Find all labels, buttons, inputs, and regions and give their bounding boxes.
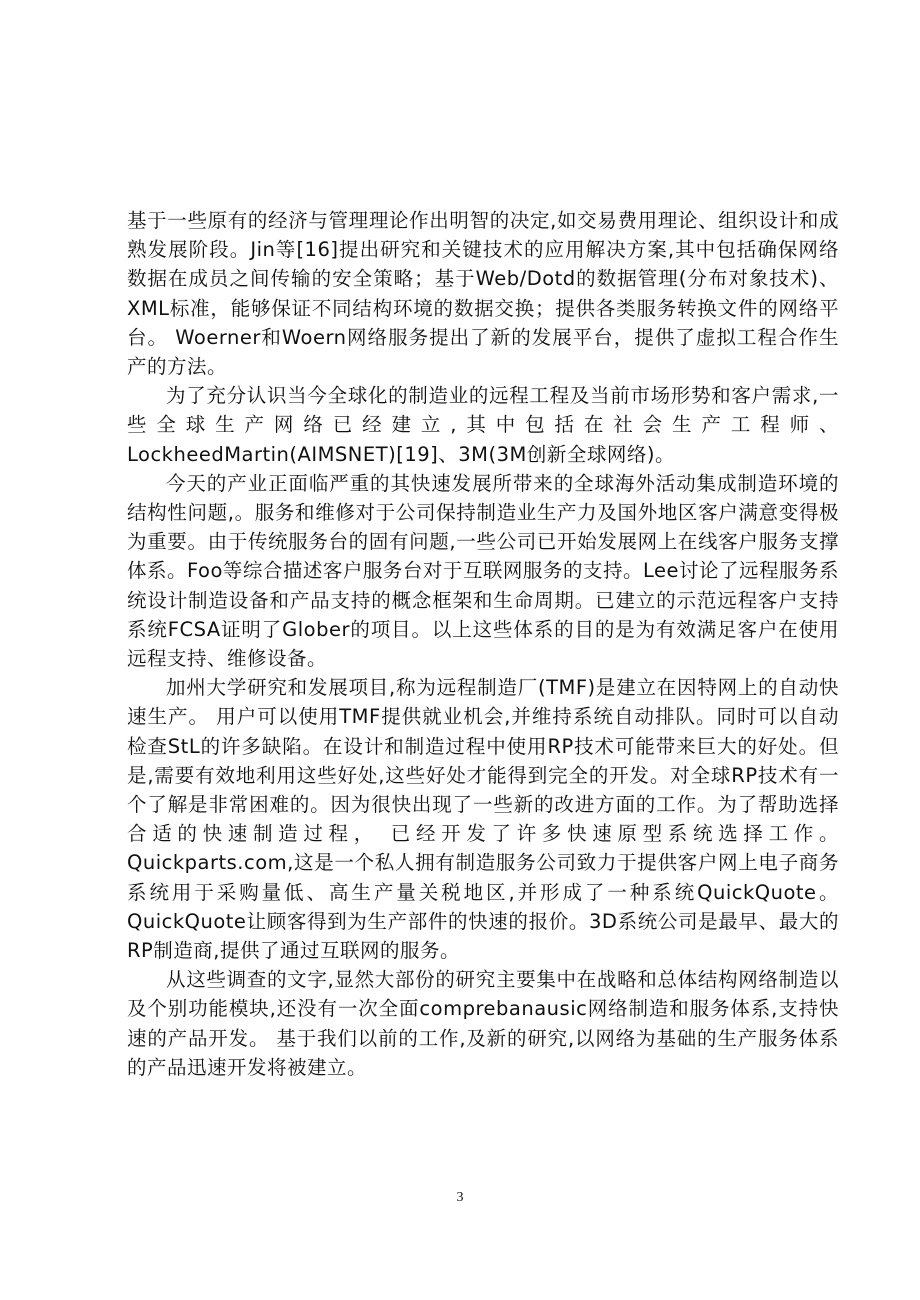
paragraph-1: 基于一些原有的经济与管理理论作出明智的决定,如交易费用理论、组织设计和成熟发展阶段。Jin等[16]提出研究和关键技术的应用解决方案,其中包括确保网络数据在成员之间传输的安全策略；基于Web/Dotd的数据管理(分布对象技术)、XML标准，能够保证不同结构环境的数据交换；提供各类服务转换文件的网络平台。 Woerner和Woern网络服务提出了新的发展平台，提供了虚拟工程合作生产的方法。 xyxy=(127,209,839,379)
page-number: 3 xyxy=(456,1190,464,1205)
paragraph-5: 从这些调查的文字,显然大部份的研究主要集中在战略和总体结构网络制造以及个别功能模块,还没有一次全面comprebanausic网络制造和服务体系,支持快速的产品开发。 基于我们以前的工作,及新的研究,以网络为基础的生产服务体系的产品迅速开发将被建立。 xyxy=(127,968,839,1079)
paragraph-2: 为了充分认识当今全球化的制造业的远程工程及当前市场形势和客户需求,一些全球生产网络已经建立,其中包括在社会生产工程师、LockheedMartin(AIMSNET)[19]、3M(3M创新全球网络)。 xyxy=(127,384,839,466)
body-text xyxy=(127,206,839,1082)
paragraph-3: 今天的产业正面临严重的其快速发展所带来的全球海外活动集成制造环境的结构性问题,。服务和维修对于公司保持制造业生产力及国外地区客户满意变得极为重要。由于传统服务台的固有问题,一些公司已开始发展网上在线客户服务支撑体系。Foo等综合描述客户服务台对于互联网服务的支持。Lee讨论了远程服务系统设计制造设备和产品支持的概念框架和生命周期。已建立的示范远程客户支持系统FCSA证明了Glober的项目。以上这些体系的目的是为有效满足客户在使用远程支持、维修设备。 xyxy=(127,471,839,671)
paragraph-4: 加州大学研究和发展项目,称为远程制造厂(TMF)是建立在因特网上的自动快速生产。 用户可以使用TMF提供就业机会,并维持系统自动排队。同时可以自动检查StL的许多缺陷。在设计和制造过程中使用RP技术可能带来巨大的好处。但是,需要有效地利用这些好处,这些好处才能得到完全的开发。对全球RP技术有一个了解是非常困难的。因为很快出现了一些新的改进方面的工作。为了帮助选择合适的快速制造过程， 已经开发了许多快速原型系统选择工作。Quickparts.com,这是一个私人拥有制造服务公司致力于提供客户网上电子商务系统用于采购量低、高生产量关税地区,并形成了一种系统QuickQuote。QuickQuote让顾客得到为生产部件的快速的报价。3D系统公司是最早、最大的RP制造商,提供了通过互联网的服务。 xyxy=(127,676,839,963)
